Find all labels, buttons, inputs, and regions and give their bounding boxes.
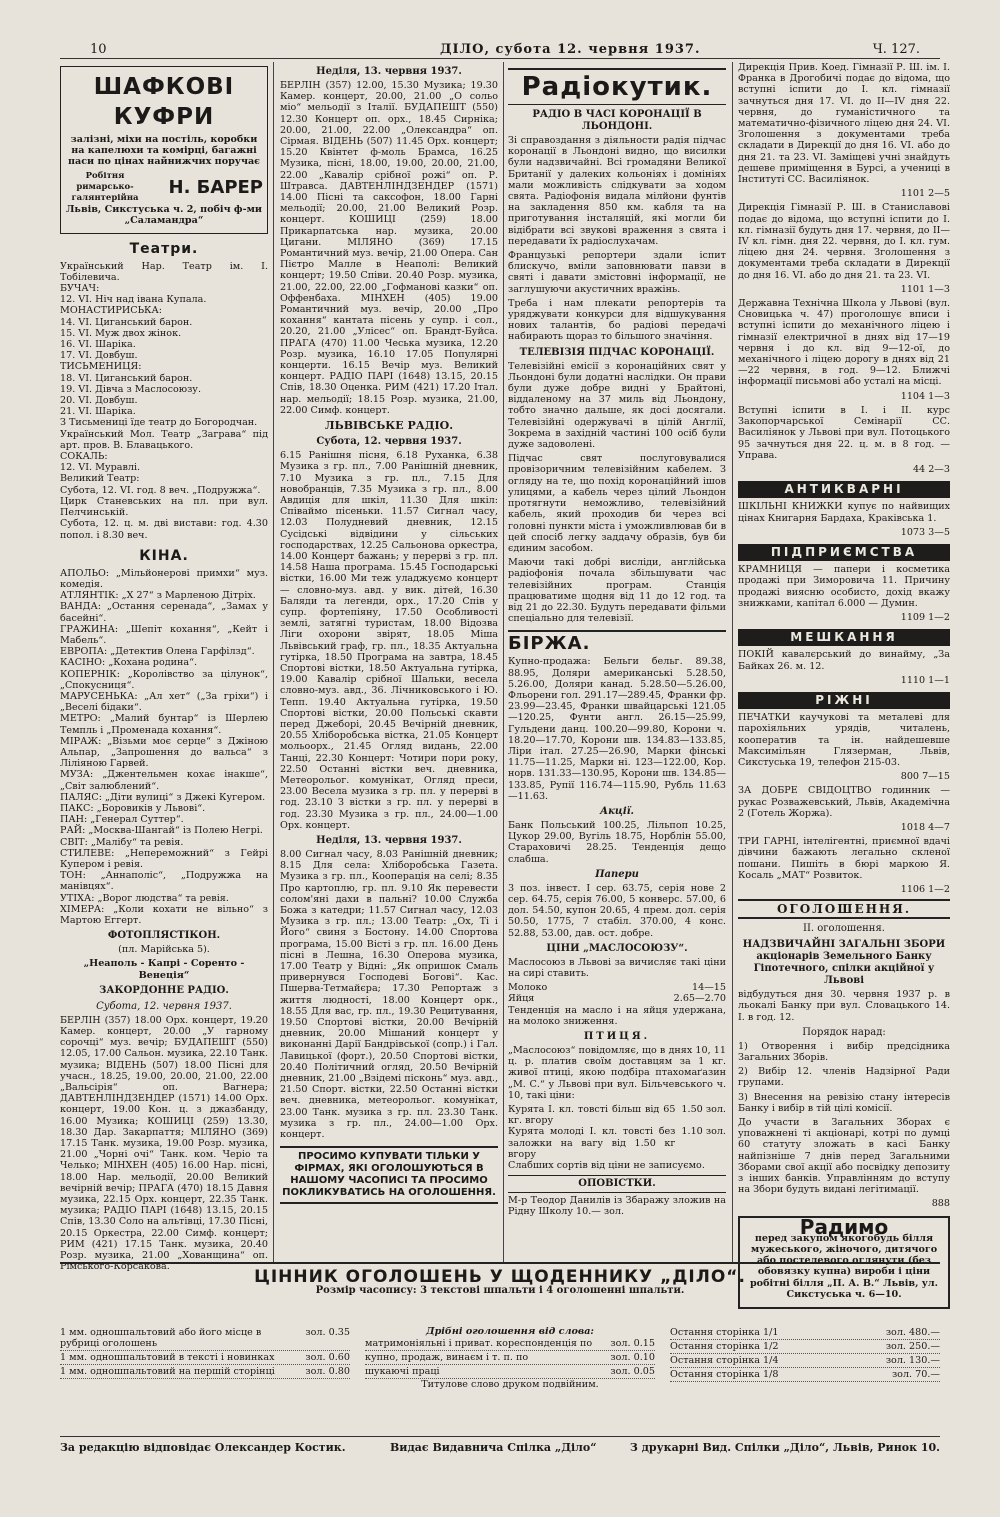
notices-heading: ОГОЛОШЕННЯ.	[738, 899, 950, 919]
radimo-title: Радимо	[799, 1214, 889, 1239]
poultry-row	[508, 1160, 726, 1171]
cinema-entry: МУЗА: „Джентельмен кохає інакше“, „Світ залюблений“.	[60, 769, 268, 792]
theater-entry: 14. VI. Циганський барон.	[60, 316, 193, 328]
rates-middle	[365, 1326, 655, 1390]
prices-text: Маслосоюз в Львові за вичисляє такі ціни на сирі ставить.	[508, 956, 726, 979]
antiquarian-text: ШКІЛЬНІ КНИЖКИ купує по найвищих цінах Книгарня Бардаха, Краківська 1.	[738, 501, 950, 524]
housing-text: ПОКІЙ кавалєрський до винайму, „За Байках 26. м. 12.	[738, 649, 950, 672]
cinema-entry: МЕТРО: „Малий бунтар“ із Шерлею Темпль і „Променада кохання“.	[60, 713, 268, 736]
shares-text: Банк Польський 100.25, Лільпоп 10.25, Цукор 29.00, Вугіль 18.75, Норблін 55.00, Стараховичі 28.25. Тенденція дещо слабша.	[508, 819, 726, 865]
radio-date-3: Неділя, 13. червня 1937.	[316, 835, 462, 846]
tv-heading: ТЕЛЕВІЗІЯ ПІДЧАС КОРОНАЦІЇ.	[519, 346, 715, 358]
cinema-entry: ГРАЖИНА: „Шепіт кохання“, „Кейт і Мабель“.	[60, 623, 268, 646]
shares-heading: Акції.	[599, 805, 635, 817]
issue-number: Ч. 127.	[872, 42, 920, 57]
radio-corner-subtitle: РАДІО В ЧАСІ КОРОНАЦІЇ В ЛЬОНДОНІ.	[532, 109, 702, 132]
announcements-heading: ОПОВІСТКИ.	[508, 1175, 726, 1193]
meeting-item: 2) Вибір 12. членів Надзірної Ради групами.	[738, 1066, 950, 1089]
radio-date-2: Субота, 12. червня 1937.	[316, 436, 462, 448]
foto-address: (пл. Марійська 5).	[118, 944, 210, 956]
theater-entry: Український Мол. Театр „Заграва“ під арт. пров. В. Блавацького.	[60, 428, 268, 451]
exchange-text: Купно-продажа: Бельги бельг. 89.38, 88.95, Доляри американські 5.28.50, 5.26.00, Доляри канад. 5.28.50—5.26.00, Фльорени гол. 291.17—289.45, Франки фр. 23.99—23.45, Франки швайцарські 121.05—120.25, Фунти англ. 26.15—25.99, Гульдени данц. 100.20—99.80, Корони ч. 18.20—17.70, Корони шв. 134.83—133.85, Ліри італ. 27.25—26.90, Марки фінські 11.75—11.25, Марки ні. 123—122.00, Кор. норв. 131.33—130.95, Корони шв. 134.85—133.85, Рупії 116.74—115.90, Рубль 11.63—11.63.	[508, 656, 726, 802]
radio-corner-title: Радіокутик.	[508, 68, 726, 105]
meeting-heading: НАДЗВИЧАЙНІ ЗАГАЛЬНІ ЗБОРИ акціонарів Земельного Банку Гіпотечного, спілки акційної у Львові	[742, 939, 946, 987]
radio-text-1: БЕРЛІН (357) 12.00, 15.30 Музика; 19.30 Камер. концерт, 20.00, 21.00 „О сольо міо“ мельодії з Італії. БУДАПЕШТ (550) 12.30 Концерт оп. орх., 18.45 Сирніка; 20.00, 21.00, 22.00 „Олександра“ оп. Сірмая. ВІДЕНЬ (507) 11.45 Орх. концерт; 15.20 Квінтет ф-моль Брамса, 16.25 Музика, пісні, 18.00, 19.00, 20.00, 21.00, 22.00 „Кавалір срібної рожі“ оп. Р. Штравса. ДАВТЕНЛІНДЗЕНДЕР (1571) 14.00 Пісні та саксофон, 18.00 Гарні мельодії; 20.00, 21.00 Великий Розр. концерт. КОШИЦІ (259) 18.00 Прикарпатська нар. музика, 20.00 Цигани. МІЛЯНО (369) 17.15 Романтичний муз. вечір, 21.00 Опера. Сан Пієтро Малле в Неаполі: Великий концерт; 19.50 Співи. 20.40 Розр. музика, 21.00, 22.00, 22.00 „Гофманові казки“ оп. Оффенбаха. МІНХЕН (405) 19.00 Романтичний муз. вечір, 20.00 „Про кохання“ кантата пісень у супр. і сол., 20.20, 21.00 „Улісес“ оп. Брандт-Буйса. ПРАГА (470) 11.00 Чеська музика, 12.20 Розр. музика, 16.10 17.05 Популярні концерти. 16.15 Вечір муз. Великий концерт. РАДІО ПАРІ (1648) 13.15, 20.15 Спів, 18.30 Оценка. РИМ (421) 17.20 Італ. нар. мельодії; 18.15 Розр. музика, 21.00, 22.00 Симф. концерт.	[280, 80, 498, 416]
rate-row	[670, 1326, 940, 1340]
theater-entry: Субота, 12. ц. м. дві вистави: год. 4.30 попол. і 8.30 веч.	[60, 518, 268, 541]
cinema-entry: ПАЛЯС: „Діти вулиці“ з Джекі Кугером.	[60, 791, 266, 803]
column-1	[60, 62, 269, 1273]
poultry-name: Курята І. кл. товсті більш від 65 кг. вгору	[508, 1104, 676, 1127]
rate-price: зол. 0.60	[305, 1352, 350, 1363]
rates-middle-title: Дрібні оголошення від слова:	[426, 1326, 594, 1337]
ad-owner-label: Робітня римарсько-галянтерійна	[71, 170, 139, 204]
cinema-entry: ХІМЕРА: „Коли кохати не вільно“ з Мартою Еггерт.	[60, 903, 268, 926]
theater-entry: ТИСЬМЕНИЦЯ:	[60, 361, 142, 373]
cinema-entry: ЕВРОПА: „Детектив Олена Гарфілзд“.	[60, 646, 255, 658]
radio-p2: Французькі репортери здали іспит блискучо, вміли заповнювати павзи в святі і давати змістовні інформації, не заглушуючи акустичних вражінь.	[508, 250, 726, 295]
rate-label: Остання сторінка 1/4	[670, 1355, 779, 1366]
radio-text-2: 6.15 Ранішня пісня, 6.18 Руханка, 6.38 Музика з гр. пл., 7.00 Ранішній дневник, 7.10 Музика з гр. пл., 7.15 Для новобранців, 7.35 Музика з гр. пл., 8.00 Авдиція для шкіл, 11.30 Для шкіл: Співаймо пісеньки. 11.57 Сигнал часу, 12.03 Полудневий дневник, 12.15 Сусідські відвідини у сільських господарствах, 12.25 Сальонова оркестра, 14.00 Концерт бажань; у перерві з гр. пл. 14.58 Наша програма. 15.45 Господарські вістки, 16.00 Ми теж уладжуємо концерт — словно-муз. авд. у вик. дітей, 16.30 Баляди та легенди, орх., 17.20 Спів у супр. фортепіяну, 17.50 Особливості землі, затягні туристам, 18.00 Відозва Ліги охорони звірят, 18.05 Міша Львівський граф, гр. пл., 18.35 Актуальна гутірка, 18.50 Програма на завтра, 18.45 Спортові вістки, 18.50 Актуальна гутірка, 19.00 Кавалір срібної Шальки, весела словно-муз. авд., 36. Лічниковського і Ю. Тепп. 19.40 Актуальна гутірка, 19.50 Спортові вістки, 20.00 Польські скавти перед Джеборі, 20.45 Вечірній дневник, 20.55 Хліборобська вістка, 21.05 Концерт мольоорх., 21.45 Огляд видань, 22.00 Танці, 22.30 Концерт: Чотири пори року, 22.50 Останні вістки веч. дневника, Метеорольог. комунікат, Огляд преси, 23.00 Весела музика з гр. пл. у перерві в год. 23.10 З вістки з гр. пл. у перерві в год. 23.30 Музика з гр. пл., 24.00—1.00 Орх. концерт.	[280, 450, 498, 831]
theater-entry: 17. VI. Довбуш.	[60, 350, 138, 362]
theaters-heading: Театри.	[129, 240, 199, 257]
rate-row	[365, 1365, 655, 1379]
rate-price: зол. 70.—	[891, 1369, 940, 1380]
cinema-entry: КОПЕРНІК: „Королівство за цілунок“, „Спокусниця“.	[60, 668, 268, 691]
column-rule	[273, 62, 274, 1262]
poultry-name: Слабших сортів від ціни не записуємо.	[508, 1160, 705, 1172]
rate-price: зол. 130.—	[885, 1355, 940, 1366]
column-4: Дирекція Прив. Коед. Гімназії Р. Ш. ім. І. Франка в Дрогобичі подає до відома, що вступні іспити до І. кл. гімназії зачнуться дня 17. VI. до II—IV дня 22. червня, до гуманістичного та математично-фізичного ліцею дня 24. VI. Зголошення з документами треба складати в Дирекції до дня 16. VI. або до дня 21. та 23. VI. Заміщеві учні знайдуть дешеве приміщення в Бурсі, а учениці в Інституті СС. Василіянок. 1101 2—5 Дирекція Гімназії Р. Ш. в Станиславові подає до відома, що вступні іспити до І. кл. гімназії будуть дня 17. червня, до II—IV кл. гімн. дня 22. червня, до І. кл. гум. ліцею дня 24. червня. Зголошення з документами треба складати в Дирекції до дня 16. VI. або до дня 21. та 23. VI. 1101 1—3 Державна Технічна Школа у Львові (вул. Сновицька ч. 47) проголошує вписи і вступні іспити до механічного ліцею і гімназії електричної в днях від 17—19 червня і до кл. від 9—12-ої, до механічного і ліцею дорогу в днях від 21—22 червня, в год. 9—12. Ближчі інформації письмові або усталі на місці. 1104 1—3 Вступні іспити в І. і II. курс Закопорчарської Семінарії СС. Василіянок у Львові при вул. Потоцького 95 зачнуться дня 22. ц. м. в 8 год. — Управа. 44 2—3 АНТИКВАРНІ ШКІЛЬНІ КНИЖКИ купує по найвищих цінах Книгарня Бардаха, Краківська 1. 1073 3—5 ПІДПРИЄМСТВА КРАМНИЦЯ — папери і косметика продажі при Зиморовича 11. Причину продажі виясню особисто, дохід вкажу знижками, капітал 6.000 — Думин. 1109 1—2 МЕШКАННЯ ПОКІЙ кавалєрський до винайму, „За Байках 26. м. 12. 1110 1—1 РІЖНІ ПЕЧАТКИ каучукові та металеві для парохіяльних урядів, читалень, кооператив та ін. найдешевше Максимільян Глязерман, Львів, Сикстуська 19, телефон 215-03. 800 7—15 ЗА ДОБРЕ СВІДОЦТВО годинник — рукас Розважевський, Львів, Академічна 2 (Готель Жоржа). 1018 4—7 ТРИ ГАРНІ, інтелігентні, приємної вдачі дівчини бажають легально скленої пошани. Пишіть в бюрі маркою Я. Косаль „МАТ“ Розвиток. 1106 1—2 ОГОЛОШЕННЯ. II. оголошення. НАДЗВИЧАЙНІ ЗАГАЛЬНІ ЗБОРИ акціонарів Земельного Банку Гіпотечного, спілки акційної у Львові відбудуться дня 30. червня 1937 р. в льокалі Банку при вул. Словацького 14. І. в год. 12. Порядок нарад: 1) Отворення і вибір предсідника Загальних Зборів. 2) Вибір 12. членів Надзірної Ради групами. 3) Внесення на ревізію стану інтересів Банку і вибір в тій цілі комісії. До участи в Загальних Зборах є уповажнені ті акціонарі, котрі по думці 60 статуту зложать в касі Банку найпізніше 7 днів перед Загальними Зборами свої акції або посвідку депозиту з інших банків. Управлінням до вступу на Збори будуть видані легітимації. 888 Радимо перед закупом якогобудь білля мужеського, жіночого, дитячого або постелевого оглянути (без обовязку купна) вироби і ціни робітні білля „П. А. В.“ Львів, ул. Сикстуська ч. 6—10.	[738, 62, 950, 1260]
cinema-entry: РАЙ: „Москва-Шангай“ із Полею Негрі.	[60, 825, 263, 837]
rate-row	[365, 1337, 655, 1351]
misc-text-2: ЗА ДОБРЕ СВІДОЦТВО годинник — рукас Розважевський, Львів, Академічна 2 (Готель Жоржа).	[738, 785, 950, 819]
misc-text-3: ТРИ ГАРНІ, інтелігентні, приємної вдачі дівчини бажають легально скленої пошани. Пишіть в бюрі маркою Я. Косаль „МАТ“ Розвиток.	[738, 836, 950, 881]
lviv-radio-heading: ЛЬВІВСЬКЕ РАДІО.	[324, 419, 454, 433]
cinema-entry: АПОЛЬО: „Мільйонерові примхи“ муз. комедія.	[60, 567, 268, 590]
poultry-list	[508, 1104, 726, 1171]
poultry-heading: ПТИЦЯ.	[583, 1031, 651, 1043]
rate-row	[670, 1354, 940, 1368]
rate-row	[60, 1351, 350, 1365]
cinema-entry: ВАНДА: „Остання серенада“, „Замах у басейні“.	[60, 601, 268, 624]
cinema-entry: МАРУСЕНЬКА: „Ал хет“ („За гріхи“) і „Веселі бідаки“.	[60, 690, 268, 714]
cinema-entry: СВІТ: „Малібу“ та ревія.	[60, 836, 184, 848]
misc-bar: РІЖНІ	[738, 692, 950, 709]
rate-label: купно, продаж, винаєм і т. п. по	[365, 1352, 529, 1363]
rate-price: зол. 480.—	[885, 1327, 940, 1338]
rates-left	[60, 1326, 350, 1379]
cinemas-heading: КІНА.	[139, 547, 189, 564]
rate-price: зол. 0.35	[305, 1327, 350, 1338]
ad-owner: Н. БАРЕР	[168, 176, 263, 198]
ad-shafkovi-kufry	[60, 66, 268, 234]
rate-price: зол. 0.05	[610, 1366, 655, 1377]
page-footer	[60, 1436, 940, 1461]
announcements-text: М-р Теодор Данилів із Збаражу зложив на Рідну Школу 10.— зол.	[508, 1195, 726, 1218]
cinema-entry: ТОН: „Аннаполіс“, „Подружжа на манівцях“.	[60, 870, 268, 893]
theater-entry: Великий Театр:	[60, 473, 140, 485]
buy-notice: ПРОСИМО КУПУВАТИ ТІЛЬКИ У ФІРМАХ, ЯКІ ОГОЛОШУЮТЬСЯ В НАШОМУ ЧАСОПИСІ ТА ПРОСИМО ПОКЛИКУВАТИСЬ НА ОГОЛОШЕННЯ.	[280, 1146, 498, 1204]
rate-price: зол. 250.—	[885, 1341, 940, 1352]
foreign-radio-heading: ЗАКОРДОННЕ РАДІО.	[99, 984, 229, 996]
radio-text-3: 8.00 Сигнал часу, 8.03 Ранішній дневник; 8.15 Для села: Хліборобська Газета. Музика з гр. пл., Кооперація на селі; 8.35 Про картоплю, гр. пл. 9.10 Як перевести солом'яні дахи в пальні? 10.00 Служба Божа з катедри; 11.57 Сигнал часу, 12.03 Музика з гр. пл.; 13.00 Театр: „Ох, Ті і Його“ свиня з Бостону. 14.00 Спортова програма, 15.00 Вісті з гр. пл. 16.00 День пісні в Лешна, 16.30 Оперова музика, 17.00 Театр у Відні: „Як опришок Смаль привернувся Господеві Богові“. Кас. Пшерва-Тетмайєра; 17.30 Репортаж з життя людності, 18.00 Концерт орк., 18.55 Для вас, гр. пл., 19.30 Рецитування, 19.50 Спортові вістки, 20.00 Вечірній дневник, 20.00 Мішаний концерт у виконанні Дарії Бандрівської (сопр.) і Гал. Лавицької (форт.), 20.50 Спортові вістки, 20.40 Політичний огляд, 20.50 Вечірній дневник, 21.00 „Взідемі пісконь“ муз. авд., 21.50 Спорт. вістки, 22.50 Останні вістки веч. дневника, метеорольог. комунікат, 23.00 Танк. музика з гр. пл. 23.30 Танк. музика з гр. пл., 24.00—1.00 Орх. концерт.	[280, 849, 499, 1141]
rates-section	[60, 1262, 940, 1414]
radimo-text: перед закупом якогобудь білля мужеського, жіночого, дитячого або постелевого оглянути (без обовязку купна) вироби і ціни робітні білля „П. А. В.“ Львів, ул. Сикстуська ч. 6—10.	[749, 1232, 939, 1300]
cinema-entry: УТІХА: „Ворог людства“ та ревія.	[60, 892, 229, 904]
rate-label: Остання сторінка 1/2	[670, 1341, 779, 1352]
column-rule	[503, 62, 504, 1262]
notices-sub: II. оголошення.	[803, 923, 885, 935]
cinema-entry: ПАН: „Генерал Суттер“.	[60, 814, 184, 826]
theaters-list	[60, 261, 268, 541]
school-notice-4: Вступні іспити в І. і II. курс Закопорчарської Семінарії СС. Василіянок у Львові при вул. Потоцького 95 зачнуться дня 22. ц. м. в 8 год. — Управа.	[738, 404, 950, 461]
cinema-entry: ПАКС: „Боровиків у Львові“.	[60, 802, 206, 814]
rate-row	[60, 1326, 350, 1351]
school-notice-3: Державна Технічна Школа у Львові (вул. Сновицька ч. 47) проголошує вписи і вступні іспити до механічного ліцею і гімназії електричної в днях від 17—19 червня і до кл. від 9—12-ої, до механічного і ліцею дорогу в днях від 21—22 червня, в год. 9—12. Ближчі інформації письмові або усталі на місці.	[738, 298, 950, 388]
tv-p2: Підчас свят послуговувалися провізоричним телевізійним кабелем. З огляду на те, що похід коронаційний ішов улицями, а кабель через цілий Льондон протягнути неможливо, телевізійний кабель, який проходив би через всі головні пункти міста і уможливлював би в цей спосіб легку заддачу образів, був би єдиним засобом.	[508, 453, 726, 554]
cinema-entry: МІРАЖ: „Візьми моє серце“ з Джіною Альпар, „Запрошення до вальса“ з Ліліяною Гарвей.	[60, 735, 268, 770]
price-row-milk: Молоко 14—15	[508, 982, 726, 994]
theater-entry: 18. VI. Циганський барон.	[60, 372, 193, 384]
cinema-entry: СТИЛЕВЕ: „Непереможний“ з Гейрі Купером і ревія.	[60, 847, 268, 870]
meeting-items	[738, 1041, 950, 1114]
meeting-order: Порядок нарад:	[802, 1026, 886, 1038]
price-row-eggs: Яйця 2.65—2.70	[508, 993, 726, 1005]
business-bar: ПІДПРИЄМСТВА	[738, 544, 950, 561]
poultry-name: Курята молоді І. кл. товсті без заложки на вагу від 1.50 кг вгору	[508, 1126, 676, 1160]
theater-entry: Цирк Станевських на пл. при вул. Пелчинській.	[60, 495, 268, 519]
theater-entry: 19. VI. Дівча з Маслосоюзу.	[60, 383, 202, 395]
rate-label: 1 мм. одношпальтовий на першій сторінці	[60, 1366, 275, 1377]
foto-text: „Неаполь - Капрі - Соренто - Венеція“	[83, 958, 245, 981]
rates-right	[670, 1326, 940, 1382]
exchange-heading: БІРЖА.	[508, 630, 726, 653]
foto-heading: ФОТОПЛЯСТІКОН.	[107, 930, 221, 942]
radio-date-1: Неділя, 13. червня 1937.	[316, 66, 462, 77]
rates-subtitle: Розмір часопису: 3 текстові шпальти і 4 оголошенні шпальти.	[315, 1285, 685, 1296]
footer-printer: З друкарні Вид. Спілки „Діло“, Львів, Ринок 10.	[629, 1441, 940, 1454]
theater-entry: МОНАСТИРИСЬКА:	[60, 305, 162, 317]
poultry-price: 1.50 зол.	[681, 1104, 726, 1116]
theater-entry: Український Нар. Театр ім. І. Тобілевича.	[60, 260, 268, 283]
theater-entry: БУЧАЧ:	[60, 283, 100, 295]
prices-tendency: Тенденція на масло і на яйця удержана, на молоко зниження.	[508, 1004, 726, 1027]
theater-entry: 12. VI. Муравлі.	[60, 462, 141, 474]
column-3	[508, 62, 726, 1260]
rate-price: зол. 0.80	[305, 1366, 350, 1377]
cinema-entry: АТЛЯНТІК: „Х 27“ з Марленою Дітріх.	[60, 590, 256, 602]
radio-p1: Зі справоздання з діяльности радія підчас коронації в Льондоні видно, що висилки були надзвичайні. Всі громадяни Великої Британії у далеких кольоніях і домініях мали можливість слідкувати за ходом свята. Радіофонія видала мілйони фунтів на закладення 850 км. кабля та на приготування інсталяцій, які могли би відібрати всі звукові враження з свята і передавати їх радіослухачам.	[508, 135, 726, 247]
rate-label: шукаючі праці	[365, 1366, 440, 1377]
poultry-text: „Маслосоюз“ повідомляє, що в днях 10, 11 ц. р. платив своїм доставцям за 1 кг. живої птиці, якою подбіра птахомаґазин „М. С.“ у Львові при вул. Більчевського ч. 10, такі ціни:	[508, 1045, 726, 1101]
foreign-radio-text: БЕРЛІН (357) 18.00 Орх. концерт, 19.20 Камер. концерт, 20.00 „У гарному сорочці“ муз. вечір; БУДАПЕШТ (550) 12.05, 17.00 Сальон. музика, 22.10 Танк. музика; ВІДЕНЬ (507) 18.00 Пісні для учасн., 18.25, 19.00, 20.00, 21.00, 22.00 „Вальсірія“ оп. Вагнера; ДАВТЕНЛІНДЗЕНДЕР (1571) 14.00 Орх. концерт, 19.00 Кон. ц. з джазбанду, 16.00 Музика; КОШИЦІ (259) 13.30, 18.30 Дар. Закарпаття; МІЛЯНО (369) 17.15 Танк. музика, 19.00 Розр. музика, 21.00 „Чорні очі“ Танк. ком. Черіо та Челько; МІНХЕН (405) 16.00 Нар. пісні, 18.00 Нар. мельодії, 20.00 Великий вечірній вечір; ПРАГА (470) 18.15 Давня музика, 22.15 Орх. концерт, 22.35 Танк. музика; РАДІО ПАРІ (1648) 13.15, 20.15 Спів, 13.30 Соло на альтівці, 17.30 Пісні, 20.15 Оркестра, 22.00 Симф. концерт; РИМ (421) 17.15 Танк. музика, 20.40 Розр. музика, 21.00 „Хованщина“ оп. Рімського-Корсакова.	[60, 1014, 269, 1273]
poultry-row	[508, 1126, 726, 1160]
theater-entry: 21. VI. Шаріка.	[60, 406, 136, 418]
rate-label: 1 мм. одношпальтовий або його місце в рубриці оголошень	[60, 1327, 262, 1349]
school-notice-1: Дирекція Прив. Коед. Гімназії Р. Ш. ім. І. Франка в Дрогобичі подає до відома, що вступні іспити до І. кл. гімназії зачнуться дня 17. VI. до II—IV дня 22. червня, до гуманістичного та математично-фізичного ліцею дня 24. VI. Зголошення з документами треба складати в Дирекції до дня 16. VI. або до дня 21. та 23. VI. Заміщеві учні знайдуть дешеве приміщення в Бурсі, а учениці в Інституті СС. Василіянок.	[738, 62, 950, 186]
rate-row	[365, 1351, 655, 1365]
page-header	[60, 40, 940, 59]
business-text: КРАМНИЦЯ — папери і косметика продажі при Зиморовича 11. Причину продажі виясню особисто, дохід вкажу знижками, капітал 6.000 — Думин.	[738, 564, 950, 609]
rates-middle-note: Титулове слово друком подвійним.	[421, 1379, 599, 1390]
rates-title: ЦІННИК ОГОЛОШЕНЬ У ЩОДЕННИКУ „ДІЛО“.	[254, 1267, 746, 1287]
masthead: ДІЛО, субота 12. червня 1937.	[440, 42, 701, 57]
footer-publisher: Видає Видавнича Спілка „Діло“	[390, 1441, 597, 1454]
meeting-item: 1) Отворення і вибір предсідника Загальних Зборів.	[738, 1040, 950, 1064]
rate-label: Остання сторінка 1/1	[670, 1327, 779, 1338]
rate-price: зол. 0.10	[610, 1352, 655, 1363]
theater-entry: СОКАЛЬ:	[60, 451, 108, 463]
cinema-entry: КАСІНО: „Кохана родина“.	[60, 657, 198, 669]
theater-entry: 20. VI. Довбуш.	[60, 395, 138, 407]
meeting-item: 3) Внесення на ревізію стану інтересів Банку і вибір в тій цілі комісії.	[738, 1091, 950, 1114]
rate-row	[60, 1365, 350, 1379]
theater-entry: 15. VI. Муж двох жінок.	[60, 327, 182, 339]
papers-text: 3 поз. інвест. І сер. 63.75, серія нове 2 сер. 64.75, серія 76.00, 5 конверс. 57.00, 6 дол. 54.50, купон 20.65, 4 прем. дол. серія 50.50, 1775, 7 стабіл. 370.00, 4 конс. 52.88, 53.00, дав. ост. добре.	[508, 882, 726, 939]
ad-text: залізні, міхи на постіль, коробки на капелюхи та комірці, багажні паси по цінах найнижчих поручає	[67, 134, 261, 168]
meeting-text: відбудуться дня 30. червня 1937 р. в льокалі Банку при вул. Словацького 14. І. в год. 12.	[738, 989, 950, 1023]
antiquarian-bar: АНТИКВАРНІ	[738, 481, 950, 498]
cinemas-list	[60, 568, 268, 927]
theater-entry: Субота, 12. VI. год. 8 веч. „Подружжа“.	[60, 484, 261, 496]
theater-entry: 12. VI. Ніч над івана Купала.	[60, 294, 207, 306]
theater-entry: 16. VI. Шаріка.	[60, 339, 136, 351]
school-notice-2: Дирекція Гімназії Р. Ш. в Станиславові подає до відома, що вступні іспити до І. кл. гімназії будуть дня 17. червня, до II—IV кл. гімн. дня 22. червня, до І. кл. гум. ліцею дня 24. червня. Зголошення з документами треба складати в Дирекції до дня 16. VI. або до дня 21. та 23. VI.	[738, 202, 950, 281]
poultry-row	[508, 1104, 726, 1126]
misc-text-1: ПЕЧАТКИ каучукові та металеві для парохіяльних урядів, читалень, кооператив та ін. найдешевше Максимільян Глязерман, Львів, Сикстуська 19, телефон 215-03.	[738, 712, 950, 768]
tv-p3: Маючи такі добрі висліди, англійська радіофонія почала збільшувати час телевізійних програм. Станція працюватиме щодня від 11 до 12 год. та від 21 до 22.30. Будуть передавати фільми спеціально для телевізії.	[508, 557, 726, 625]
housing-bar: МЕШКАННЯ	[738, 629, 950, 646]
ad-address: Львів, Сикстуська ч. 2, побіч ф-ми „Саламандра“	[65, 204, 263, 227]
rate-price: зол. 0.15	[610, 1338, 655, 1349]
foreign-radio-date: Субота, 12. червня 1937.	[96, 1000, 232, 1012]
prices-heading: ЦІНИ „МАСЛОСОЮЗУ“.	[546, 942, 688, 954]
rate-row	[670, 1368, 940, 1382]
rate-label: матримоніяльні і приват. кореспонденція по	[365, 1338, 593, 1349]
theater-entry: З Тисьмениці їде театр до Богородчан.	[60, 417, 258, 429]
radio-p3: Треба і нам плекати репортерів та уряджувати конкурси для відшукування нових талантів, бо радіові передачі набирають щораз то більшого значіння.	[508, 297, 726, 343]
papers-heading: Папери	[595, 868, 639, 880]
poultry-price: 1.10 зол.	[681, 1126, 726, 1138]
rate-label: 1 мм. одношпальтовий в тексті і новинках	[60, 1352, 275, 1363]
rate-row	[670, 1340, 940, 1354]
tv-p1: Телевізійні емісії з коронаційних свят у Льондоні були додатні наслідки. Он прави були дуже добре видні у Брайтоні, віддаленому на 37 миль від Льондону, тобто значно дальше, як досі досягали. Телевізійні одержувачі в цілій Англії, Зокрема в західній частині 100 осіб були дуже задоволені.	[508, 360, 726, 451]
page-number: 10	[90, 42, 107, 57]
ad-title: ШАФКОВІ КУФРИ	[93, 74, 235, 130]
column-rule	[732, 62, 733, 1262]
column-2	[280, 62, 498, 1260]
footer-editor: За редакцію відповідає Олександер Костик.	[60, 1441, 346, 1454]
rate-label: Остання сторінка 1/8	[670, 1369, 779, 1380]
meeting-end: До участи в Загальних Зборах є уповажнені ті акціонарі, котрі по думці 60 статуту зложать в касі Банку найпізніше 7 днів перед Загальними Зборами свої акції або посвідку депозиту з інших банків. Управлінням до вступу на Збори будуть видані легітимації.	[738, 1117, 950, 1196]
